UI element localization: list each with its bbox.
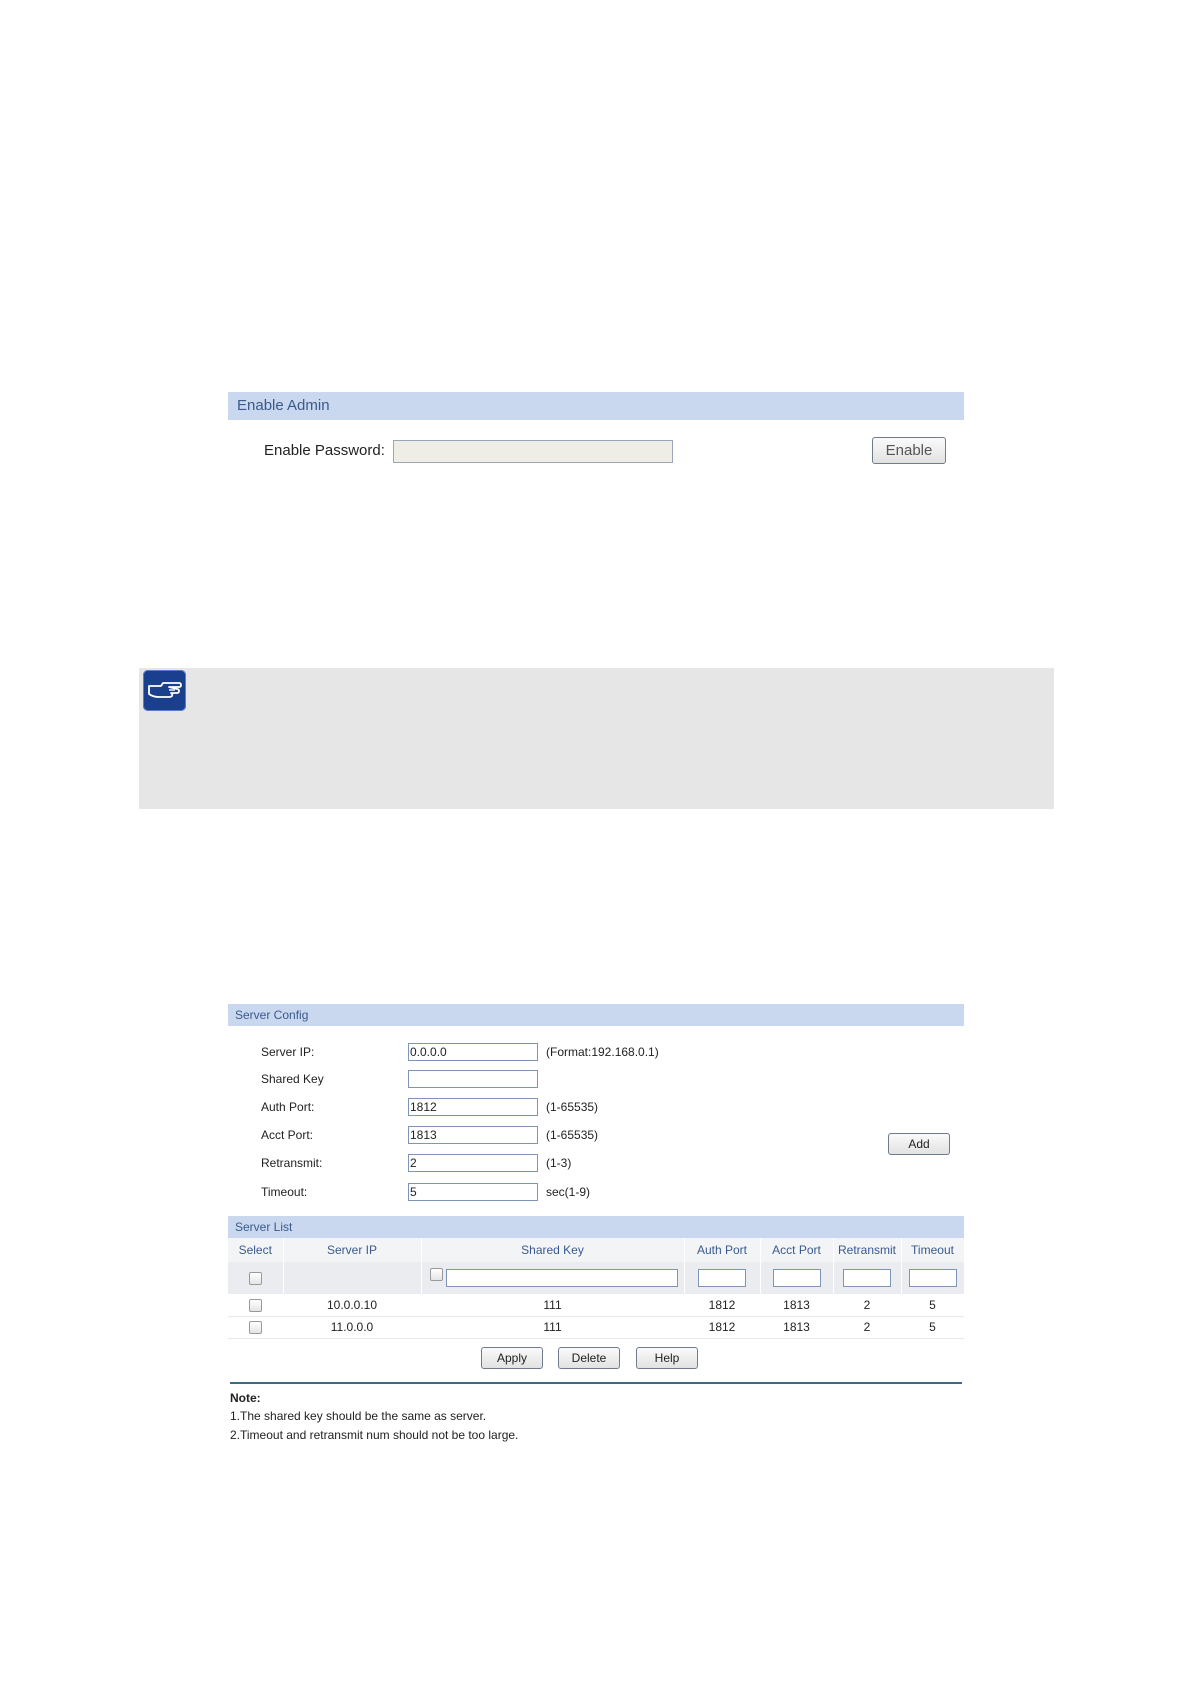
note-line: 1.The shared key should be the same as server.: [230, 1409, 487, 1423]
row-shared-key: 111: [421, 1294, 684, 1316]
column-header-shared-key: Shared Key: [421, 1238, 684, 1262]
timeout-label: Timeout:: [261, 1185, 308, 1199]
tip-box: [139, 668, 1054, 809]
column-header-auth-port: Auth Port: [684, 1238, 760, 1262]
row-acct-port: 1813: [760, 1294, 833, 1316]
server-ip-hint: (Format:192.168.0.1): [546, 1045, 659, 1059]
table-row: [228, 1294, 964, 1316]
row-retransmit: 2: [833, 1316, 901, 1338]
apply-button[interactable]: Apply: [481, 1347, 543, 1369]
row-shared-key: 111: [421, 1316, 684, 1338]
enable-admin-row: [228, 420, 964, 472]
shared-key-input[interactable]: [408, 1070, 538, 1088]
filter-acct-port-cell: [760, 1262, 833, 1294]
server-ip-label: Server IP:: [261, 1045, 315, 1059]
note-section: [230, 1382, 962, 1445]
server-list-title: Server List: [228, 1216, 964, 1238]
filter-shared-key-cell: [421, 1262, 684, 1294]
column-header-retransmit: Retransmit: [833, 1238, 901, 1262]
server-list-header-row: [228, 1238, 964, 1262]
timeout-filter-input[interactable]: [909, 1269, 957, 1287]
row-auth-port: 1812: [684, 1316, 760, 1338]
timeout-input[interactable]: [408, 1183, 538, 1201]
row-retransmit: 2: [833, 1294, 901, 1316]
enable-password-input[interactable]: [393, 440, 673, 463]
filter-row: [228, 1262, 964, 1294]
filter-select-cell: [228, 1262, 283, 1294]
acct-port-hint: (1-65535): [546, 1128, 599, 1142]
enable-admin-panel: [228, 392, 964, 472]
retransmit-input[interactable]: [408, 1154, 538, 1172]
enable-admin-title: Enable Admin: [228, 392, 964, 420]
column-header-server-ip: Server IP: [283, 1238, 421, 1262]
timeout-hint: sec(1-9): [546, 1185, 591, 1199]
row-server-ip: 10.0.0.10: [283, 1294, 421, 1316]
row-timeout: 5: [901, 1316, 964, 1338]
add-button[interactable]: Add: [888, 1133, 950, 1155]
column-header-select: Select: [228, 1238, 283, 1262]
retransmit-label: Retransmit:: [261, 1156, 323, 1170]
auth-port-filter-input[interactable]: [698, 1269, 746, 1287]
shared-key-label: Shared Key: [261, 1072, 324, 1086]
radius-server-panel: [228, 1004, 964, 1373]
row-acct-port: 1813: [760, 1316, 833, 1338]
row-server-ip: 11.0.0.0: [283, 1316, 421, 1338]
server-list-table: [228, 1238, 965, 1339]
help-button[interactable]: Help: [636, 1347, 698, 1369]
column-header-timeout: Timeout: [901, 1238, 964, 1262]
action-bar: [228, 1339, 964, 1373]
acct-port-input[interactable]: [408, 1126, 538, 1144]
note-line: 2.Timeout and retransmit num should not be too large.: [230, 1428, 519, 1442]
retransmit-filter-input[interactable]: [843, 1269, 891, 1287]
column-header-acct-port: Acct Port: [760, 1238, 833, 1262]
auth-port-input[interactable]: [408, 1098, 538, 1116]
filter-auth-port-cell: [684, 1262, 760, 1294]
row-auth-port: 1812: [684, 1294, 760, 1316]
enable-button[interactable]: Enable: [872, 437, 946, 464]
server-ip-input[interactable]: [408, 1043, 538, 1061]
shared-key-filter-input[interactable]: [446, 1269, 678, 1287]
auth-port-hint: (1-65535): [546, 1100, 599, 1114]
table-row: [228, 1316, 964, 1338]
acct-port-filter-input[interactable]: [773, 1269, 821, 1287]
auth-port-label: Auth Port:: [261, 1100, 315, 1114]
filter-timeout-cell: [901, 1262, 964, 1294]
pointing-hand-icon: [143, 670, 186, 711]
delete-button[interactable]: Delete: [558, 1347, 620, 1369]
note-divider: [230, 1382, 962, 1384]
note-title: Note:: [230, 1391, 261, 1405]
acct-port-label: Acct Port:: [261, 1128, 314, 1142]
row-timeout: 5: [901, 1294, 964, 1316]
row-select-checkbox[interactable]: [249, 1321, 262, 1334]
select-all-checkbox[interactable]: [249, 1272, 262, 1285]
row-select-checkbox[interactable]: [249, 1299, 262, 1312]
filter-retransmit-cell: [833, 1262, 901, 1294]
shared-key-filter-checkbox[interactable]: [430, 1268, 443, 1281]
server-config-title: Server Config: [228, 1004, 964, 1026]
retransmit-hint: (1-3): [546, 1156, 572, 1170]
filter-server-ip-cell: [283, 1262, 421, 1294]
server-config-form: [228, 1026, 964, 1216]
enable-password-label: Enable Password:: [264, 442, 385, 459]
